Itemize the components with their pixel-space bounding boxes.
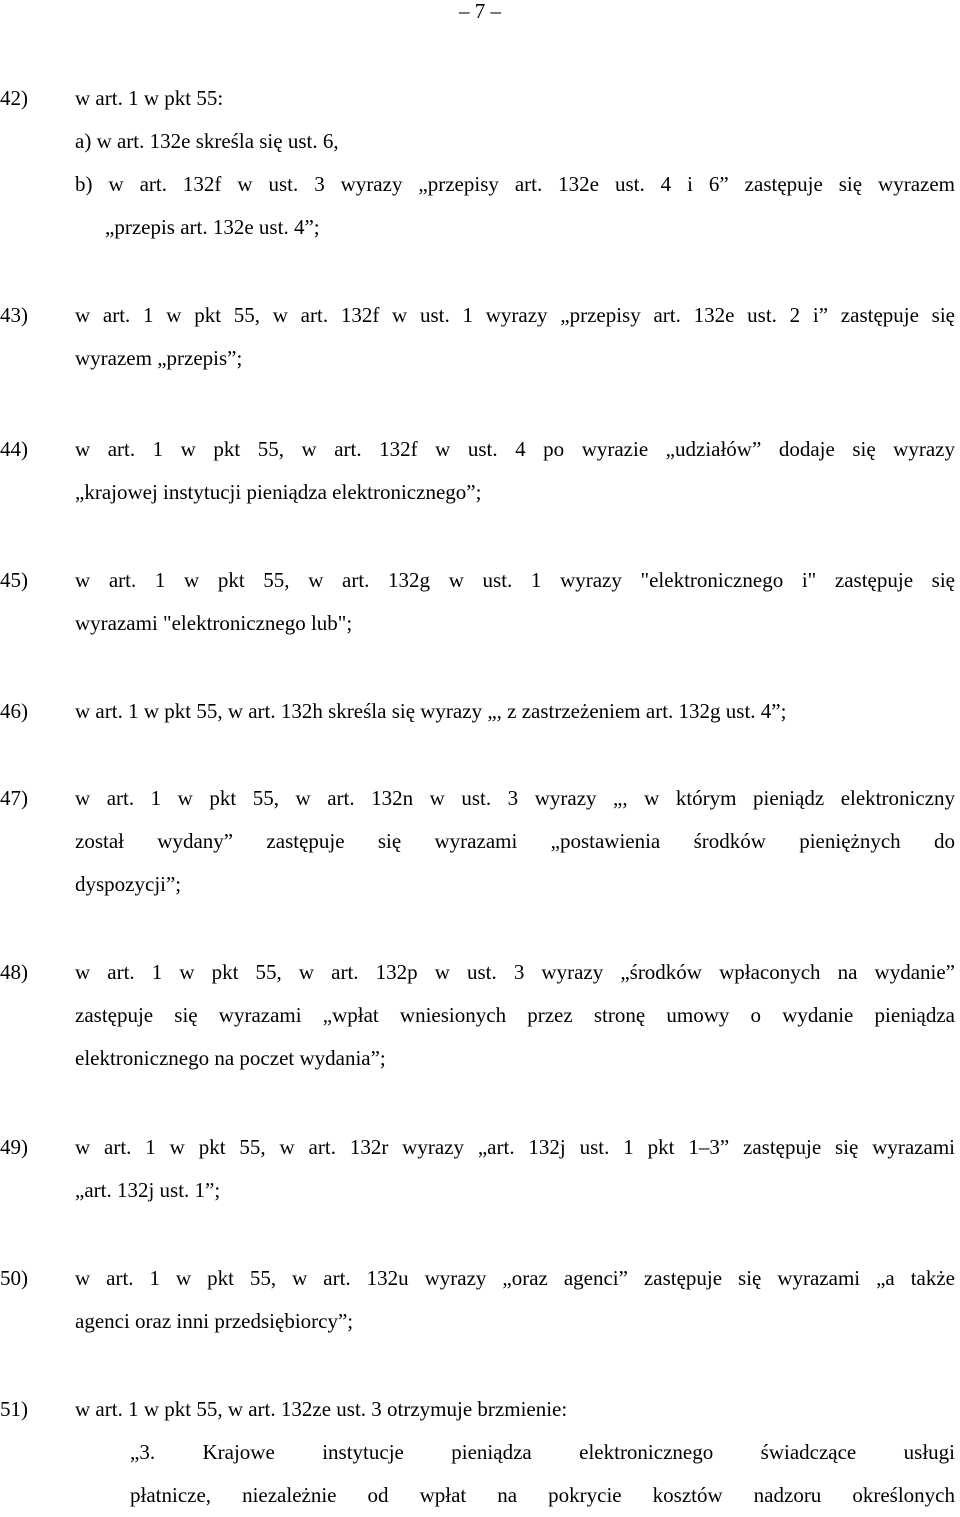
item-number: 44) [0,437,28,461]
item-number: 49) [0,1135,28,1159]
item-number: 45) [0,568,28,592]
item-text [75,294,955,380]
item-line: w art. 1 w pkt 55, w art. 132f w ust. 4 po wyrazie „udziałów” dodaje się wyrazy [75,437,955,461]
subitem-a: a) w art. 132e skreśla się ust. 6, [75,129,339,153]
item-line: w art. 1 w pkt 55, w art. 132f w ust. 1 wyrazy „przepisy art. 132e ust. 2 i” zastępuje się [75,303,955,327]
item-number: 50) [0,1266,28,1290]
item-line: elektronicznego na poczet wydania”; [75,1046,386,1070]
item-line: w art. 1 w pkt 55, w art. 132r wyrazy „art. 132j ust. 1 pkt 1–3” zastępuje się wyrazami [75,1135,955,1159]
item-line: w art. 1 w pkt 55, w art. 132h skreśla się wyrazy „, z zastrzeżeniem art. 132g ust. 4”; [75,699,787,723]
item-line: „art. 132j ust. 1”; [75,1178,221,1202]
item-line: w art. 1 w pkt 55, w art. 132u wyrazy „oraz agenci” zastępuje się wyrazami „a także [75,1266,955,1290]
item-number: 42) [0,86,28,110]
item-text [75,690,955,733]
page-number: – 7 – [459,0,501,23]
item-number: 48) [0,960,28,984]
subitem-b: b) w art. 132f w ust. 3 wyrazy „przepisy art. 132e ust. 4 i 6” zastępuje się wyrazem [75,172,955,196]
item-number: 46) [0,699,28,723]
subitem-b-continuation: „przepis art. 132e ust. 4”; [105,215,320,239]
item-text [75,428,955,514]
item-text [75,951,955,1080]
item-line: dyspozycji”; [75,872,182,896]
quoted-line: płatnicze, niezależnie od wpłat na pokrycie kosztów nadzoru określonych [130,1483,955,1507]
item-text [75,559,955,645]
item-text [75,777,955,906]
item-line: wyrazem „przepis”; [75,346,243,370]
item-line: zastępuje się wyrazami „wpłat wniesionych przez stronę umowy o wydanie pieniądza [75,1003,955,1027]
item-text [75,1388,955,1431]
item-number: 51) [0,1397,28,1421]
item-line: wyrazami "elektronicznego lub"; [75,611,353,635]
item-line: został wydany” zastępuje się wyrazami „postawienia środków pieniężnych do [75,829,955,853]
item-number: 47) [0,786,28,810]
item-text [75,1126,955,1212]
item-line: w art. 1 w pkt 55: [75,86,224,110]
item-line: agenci oraz inni przedsiębiorcy”; [75,1309,354,1333]
item-line: w art. 1 w pkt 55, w art. 132g w ust. 1 wyrazy "elektronicznego i" zastępuje się [75,568,955,592]
item-line: w art. 1 w pkt 55, w art. 132n w ust. 3 wyrazy „, w którym pieniądz elektroniczny [75,786,955,810]
item-text [75,77,955,249]
item-text [75,1257,955,1343]
quoted-line: „3. Krajowe instytucje pieniądza elektronicznego świadczące usługi [130,1440,955,1464]
item-number: 43) [0,303,28,327]
quoted-provision [130,1431,955,1517]
item-line: w art. 1 w pkt 55, w art. 132p w ust. 3 wyrazy „środków wpłaconych na wydanie” [75,960,955,984]
item-line: „krajowej instytucji pieniądza elektronicznego”; [75,480,482,504]
item-line: w art. 1 w pkt 55, w art. 132ze ust. 3 otrzymuje brzmienie: [75,1397,568,1421]
